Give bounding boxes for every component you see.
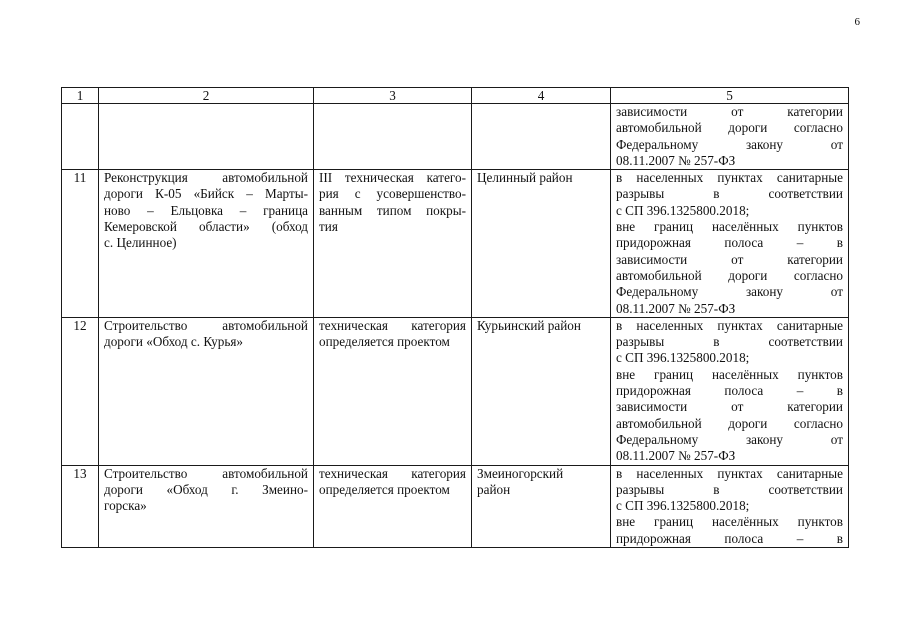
cell-district: Курьинский район — [472, 317, 611, 465]
cell-category — [314, 465, 472, 547]
infrastructure-table — [61, 87, 849, 548]
table-row-continuation — [62, 104, 849, 170]
cell-protection-zone — [611, 104, 849, 170]
cell-num: 11 — [62, 170, 99, 318]
text-line: Змеиногорский — [477, 465, 564, 481]
text-line: придорожная полоса – в — [616, 383, 843, 399]
text-line: зависимости от категории — [616, 251, 843, 267]
text-line: автомобильной дороги согласно — [616, 415, 843, 431]
text-line: определяется проектом — [319, 481, 450, 497]
page-number: 6 — [854, 16, 860, 28]
text-line: в населенных пунктах санитарные — [616, 465, 843, 481]
text-line: зависимости от категории — [616, 104, 843, 119]
text-line: 08.11.2007 № 257-ФЗ — [616, 300, 736, 316]
text-line: район — [477, 481, 511, 497]
text-line: вне границ населённых пунктов — [616, 514, 843, 530]
text-line: автомобильной дороги согласно — [616, 120, 843, 136]
cell-category — [314, 170, 472, 318]
text-line: вне границ населённых пунктов — [616, 366, 843, 382]
header-col-3: 3 — [314, 88, 472, 104]
text-line: с СП 396.1325800.2018; — [616, 350, 750, 366]
cell-name — [99, 317, 314, 465]
text-line: в населенных пунктах санитарные — [616, 317, 843, 333]
text-line: Федеральному закону от — [616, 284, 843, 300]
text-line: 08.11.2007 № 257-ФЗ — [616, 152, 736, 168]
cell-category — [314, 317, 472, 465]
table-row — [62, 317, 849, 465]
text-line: Строительство автомобильной — [104, 317, 308, 333]
cell-district: Целинный район — [472, 170, 611, 318]
cell-category — [314, 104, 472, 170]
cell-district — [472, 465, 611, 547]
text-line: придорожная полоса – в — [616, 530, 843, 546]
text-line: разрывы в соответствии — [616, 334, 843, 350]
text-line: Реконструкция автомобильной — [104, 170, 308, 186]
text-line: ванным типом покры- — [319, 202, 466, 218]
text-line: горска» — [104, 498, 147, 514]
text-line: автомобильной дороги согласно — [616, 267, 843, 283]
cell-protection-zone — [611, 170, 849, 318]
cell-name — [99, 104, 314, 170]
text-line: с. Целинное) — [104, 235, 177, 251]
table-row — [62, 170, 849, 318]
text-line: с СП 396.1325800.2018; — [616, 202, 750, 218]
text-line: в населенных пунктах санитарные — [616, 170, 843, 186]
header-col-5: 5 — [611, 88, 849, 104]
text-line: разрывы в соответствии — [616, 481, 843, 497]
text-line: определяется проектом — [319, 334, 450, 350]
text-line: дороги «Обход с. Курья» — [104, 334, 244, 350]
text-line: тия — [319, 219, 338, 235]
table-row — [62, 465, 849, 547]
text-line: Кемеровской области» (обход — [104, 219, 308, 235]
text-line: ново – Ельцовка – граница — [104, 202, 308, 218]
text-line: Федеральному закону от — [616, 431, 843, 447]
text-line: Строительство автомобильной — [104, 465, 308, 481]
cell-district — [472, 104, 611, 170]
cell-protection-zone — [611, 317, 849, 465]
text-line: дороги «Обход г. Змеино- — [104, 481, 308, 497]
text-line: техническая категория — [319, 317, 466, 333]
header-col-1: 1 — [62, 88, 99, 104]
text-line: дороги К-05 «Бийск – Марты- — [104, 186, 308, 202]
cell-protection-zone — [611, 465, 849, 547]
cell-num: 13 — [62, 465, 99, 547]
text-line: 08.11.2007 № 257-ФЗ — [616, 448, 736, 464]
text-line: техническая категория — [319, 465, 466, 481]
text-line: рия с усовершенство- — [319, 186, 466, 202]
cell-name — [99, 465, 314, 547]
cell-num: 12 — [62, 317, 99, 465]
header-col-2: 2 — [99, 88, 314, 104]
text-line: придорожная полоса – в — [616, 235, 843, 251]
header-col-4: 4 — [472, 88, 611, 104]
text-line: III техническая катего- — [319, 170, 466, 186]
text-line: с СП 396.1325800.2018; — [616, 498, 750, 514]
table-header-row — [62, 88, 849, 104]
text-line: зависимости от категории — [616, 399, 843, 415]
cell-name — [99, 170, 314, 318]
text-line: разрывы в соответствии — [616, 186, 843, 202]
text-line: вне границ населённых пунктов — [616, 219, 843, 235]
text-line: Федеральному закону от — [616, 136, 843, 152]
cell-num — [62, 104, 99, 170]
